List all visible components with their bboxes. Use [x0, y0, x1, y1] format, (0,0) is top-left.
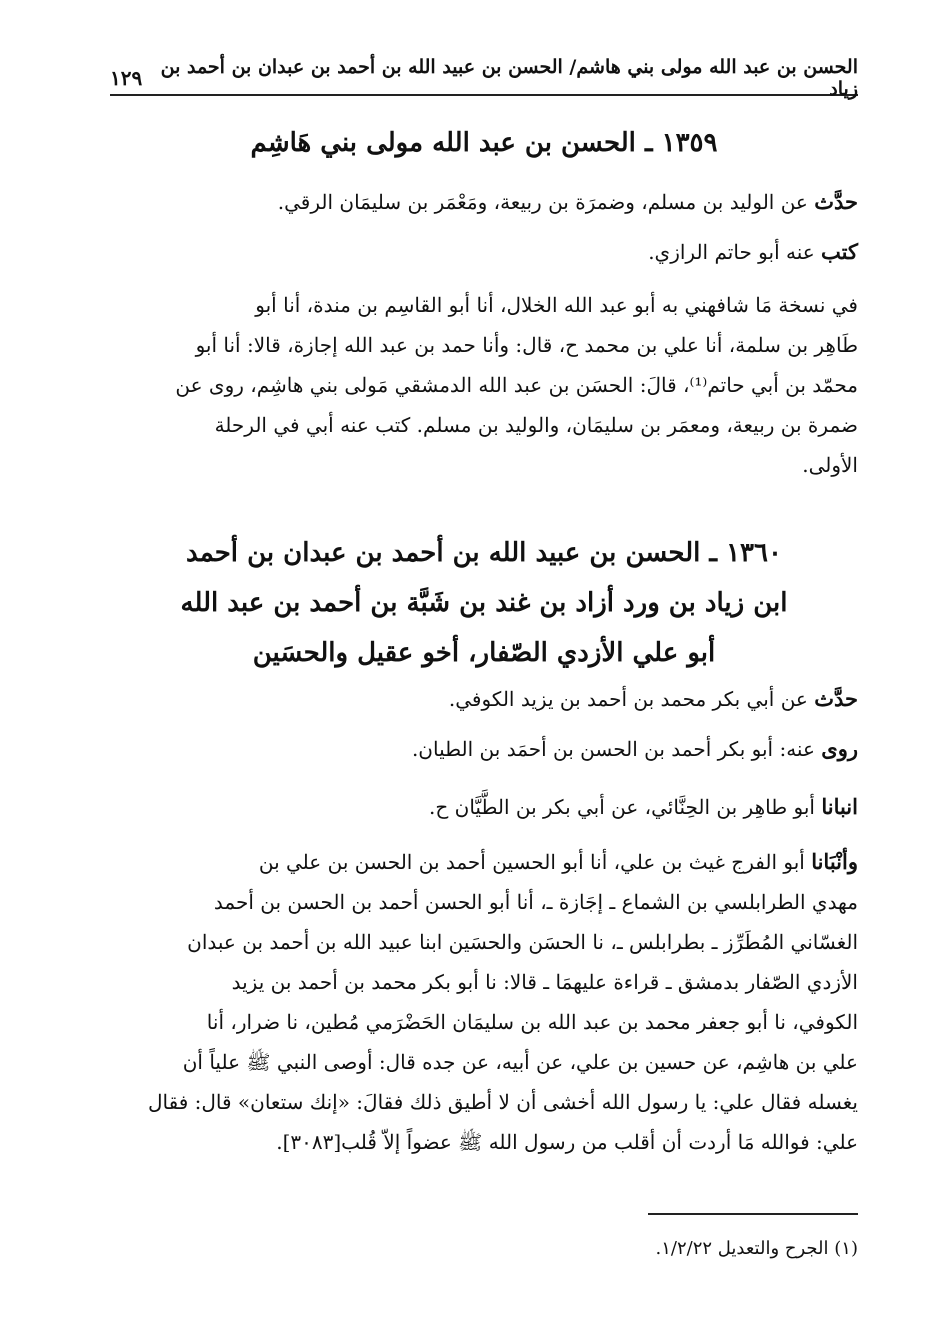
anbana-text: أبو طاهِر بن الحِنَّائي، عن أبي بكر بن الطَّيَّان ح. [429, 795, 815, 819]
para-line: الأولى. [802, 453, 858, 477]
entry-1359-body [110, 182, 858, 272]
keyword-haddath: حدَّث [814, 189, 858, 214]
entry-1359-heading: ١٣٥٩ ـ الحسن بن عبد الله مولى بني هَاشِم [250, 128, 718, 158]
para-line: محمّد بن أبي حاتم⁽¹⁾، قالَ: الحسَن بن عبد الله الدمشقي مَولى بني هاشِم، روى عن [175, 373, 858, 397]
para-line: ضمرة بن ربيعة، ومعمَر بن سليمَان، والوليد بن مسلم. كتب عنه أبي في الرحلة [214, 413, 858, 437]
keyword-rawa: روى [821, 736, 858, 761]
running-header [110, 56, 858, 100]
heading-line: ابن زياد بن ورد أزاد بن غند بن شَبَّة بن أحمد بن عبد الله [180, 588, 788, 618]
page-number: ١٢٩ [110, 66, 143, 90]
heading-line: أبو علي الأزدي الصّفار، أخو عقيل والحسَين [252, 638, 716, 668]
anbana-line [110, 782, 858, 832]
footnote-text: الجرح والتعديل ١/٢/٢٢. [655, 1238, 829, 1259]
para-line: يغسله فقال علي: يا رسول الله أخشى أن لا أطيق ذلك فقالَ: «إنك ستعان» قال: فقال [147, 1090, 858, 1114]
rawa-text: عنه: أبو بكر أحمد بن الحسن بن أحمَد بن الطيان. [411, 737, 815, 761]
keyword-anbana: انبانا [821, 794, 858, 819]
heading-line: ١٣٦٠ ـ الحسن بن عبيد الله بن أحمد بن عبدان بن أحمد [186, 538, 782, 568]
para-line: مهدي الطرابلسي بن الشماع ـ إجَازة ـ، أنا أبو الحسن أحمد بن الحسن بن أحمد [213, 890, 858, 914]
entry-1359-paragraph [110, 285, 858, 485]
keyword-wa-anbana: وأنْبَانا [811, 849, 858, 874]
para-line [110, 842, 858, 882]
para-line-text: أبو الفرج غيث بن علي، أنا أبو الحسين أحمد بن الحسن بن علي بن [258, 850, 805, 874]
haddath-text: عن أبي بكر محمد بن أحمد بن يزيد الكوفي. [448, 687, 808, 711]
para-line: علي: فوالله مَا أردت أن أقلب من رسول الله ﷺ عضواً إلاّ قُلب[٣٠٨٣]. [276, 1130, 858, 1154]
haddath-line [110, 182, 858, 222]
entry-1360-paragraph [110, 842, 858, 1162]
para-line: علي بن هاشِم، عن حسين بن علي، عن أبيه، عن جده قال: أوصى النبي ﷺ علياً أن [182, 1050, 858, 1074]
kataba-line [110, 232, 858, 272]
footnote-divider [648, 1213, 858, 1215]
para-line: الكوفي، نا أبو جعفر محمد بن عبد الله بن سليمَان الحَضْرَمي مُطين، نا ضرار، أنا [206, 1010, 858, 1034]
header-title: الحسن بن عبد الله مولى بني هاشم/ الحسن بن عبيد الله بن أحمد بن عبدان بن أحمد بن زياد [160, 56, 858, 100]
entry-1360-lines [110, 674, 858, 832]
rawa-line [110, 724, 858, 774]
keyword-haddath: حدَّث [814, 686, 858, 711]
footnote [110, 1238, 858, 1259]
para-line: الأزدي الصّفار بدمشق ـ قراءة عليهمَا ـ قالا: نا أبو بكر محمد بن أحمد بن يزيد [231, 970, 858, 994]
para-line: في نسخة مَا شافهني به أبو عبد الله الخلال، أنا أبو القاسِم بن مندة، أنا أبو [255, 293, 858, 317]
para-line: طَاهِر بن سلمة، أنا علي بن محمد ح، قال: وأنا حمد بن عبد الله إجازة، قالا: أنا أبو [195, 333, 858, 357]
haddath-line [110, 674, 858, 724]
keyword-kataba: كتب [821, 239, 858, 264]
para-line: الغسّاني المُطَرِّز ـ بطرابلس ـ، نا الحسَن والحسَين ابنا عبيد الله بن أحمد بن عبدان [187, 930, 858, 954]
entry-1360-heading [110, 528, 858, 678]
haddath-text: عن الوليد بن مسلم، وضمرَة بن ربيعة، ومَعْمَر بن سليمَان الرقي. [277, 190, 808, 214]
kataba-text: عنه أبو حاتم الرازي. [648, 240, 815, 264]
footnote-mark: (١) [834, 1238, 858, 1259]
